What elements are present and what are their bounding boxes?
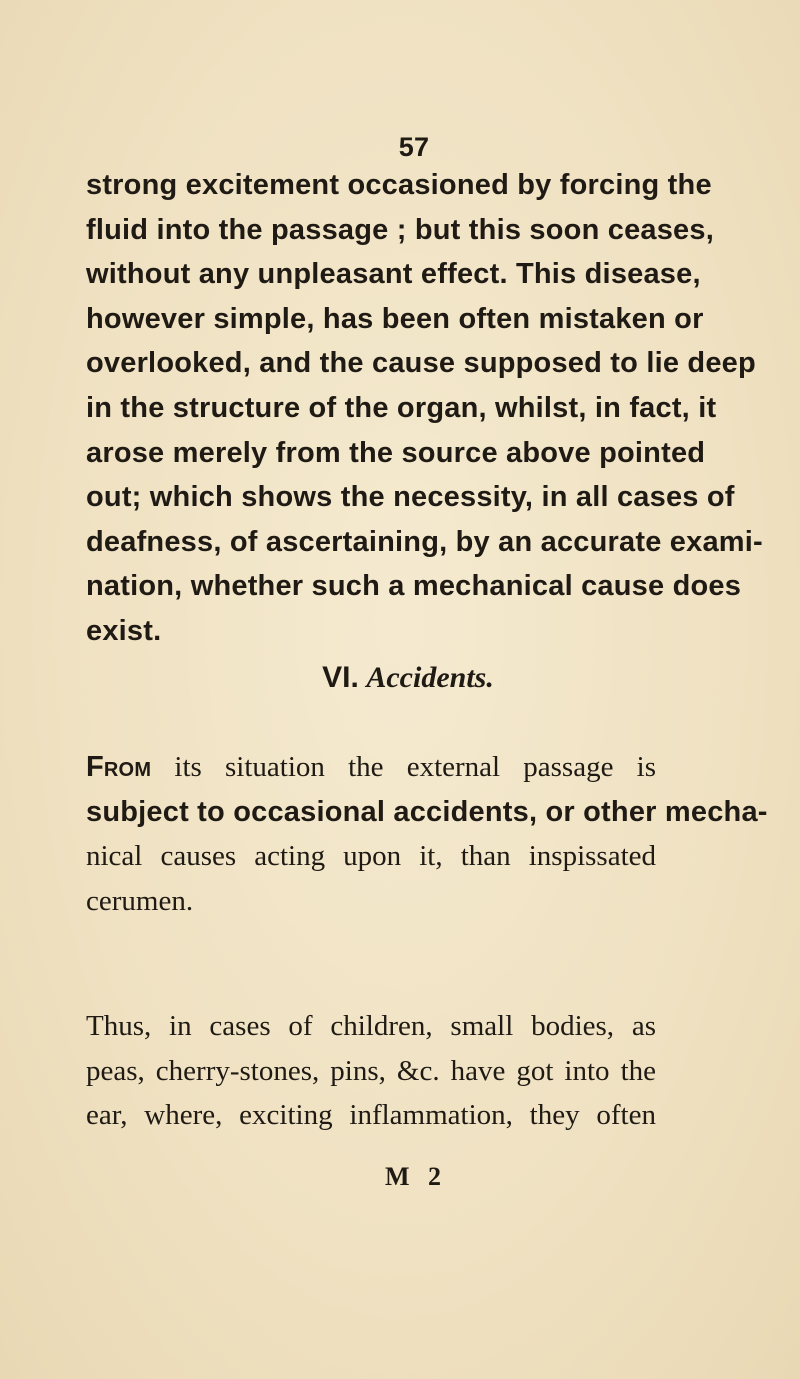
section-title: Accidents. [366, 661, 494, 694]
text-line: exist. [86, 614, 162, 647]
text-line: arose merely from the source above pointed [86, 436, 706, 469]
signature-mark: M 2 [384, 1162, 448, 1191]
text-line: in the structure of the organ, whilst, in fact, it [86, 391, 717, 424]
text-line: however simple, has been often mistaken or [86, 302, 704, 335]
paragraph-2 [86, 745, 768, 923]
text-line: peas, cherry-stones, pins, &c. have got into the [86, 1054, 656, 1087]
text-line: out; which shows the necessity, in all cases of [86, 481, 735, 514]
paragraph-3 [86, 1004, 656, 1138]
text-line [86, 745, 656, 790]
section-heading [8, 661, 800, 695]
text-line: nation, whether such a mechanical cause does [86, 570, 742, 603]
text-line: overlooked, and the cause supposed to lie deep [86, 347, 756, 380]
text-line: fluid into the passage ; but this soon ceases, [86, 213, 714, 246]
paragraph-first-word: From [86, 751, 152, 783]
text-line-rest: its situation the external passage is [174, 751, 656, 783]
text-line: Thus, in cases of children, small bodies, as [86, 1010, 656, 1042]
text-line: cerumen. [86, 884, 194, 917]
text-line: ear, where, exciting inflammation, they often [86, 1099, 656, 1132]
text-line: nical causes acting upon it, than inspissated [86, 840, 656, 873]
section-numeral: VI. [322, 661, 359, 694]
text-line: without any unpleasant effect. This disease, [86, 258, 701, 291]
text-line: subject to occasional accidents, or other mecha- [86, 795, 768, 828]
page-number: 57 [398, 132, 430, 162]
text-line: strong excitement occasioned by forcing the [86, 169, 712, 201]
text-line: deafness, of ascertaining, by an accurate exami- [86, 525, 763, 558]
paragraph-1 [86, 163, 763, 654]
